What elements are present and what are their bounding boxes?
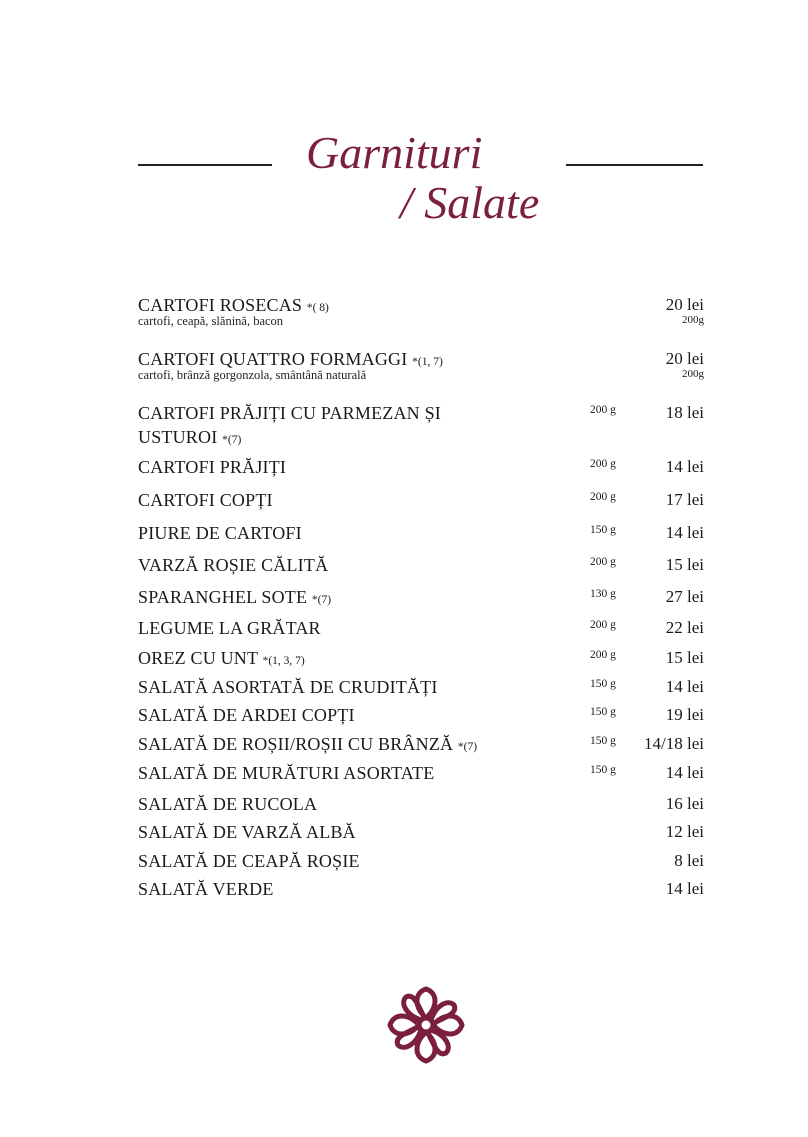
menu-item bbox=[138, 616, 704, 642]
item-weight: 150 g bbox=[590, 735, 616, 747]
menu-item bbox=[138, 401, 704, 451]
item-name: CARTOFI PRĂJIȚI CU PARMEZAN ȘI USTUROI *(7) bbox=[138, 403, 441, 447]
title-rule-left bbox=[138, 164, 272, 166]
menu-item bbox=[138, 293, 704, 335]
item-price: 14 lei bbox=[665, 523, 704, 542]
item-price: 14 lei bbox=[665, 879, 704, 898]
item-name: SALATĂ DE VARZĂ ALBĂ bbox=[138, 822, 356, 842]
flower-logo-icon bbox=[384, 983, 468, 1067]
item-name: SALATĂ ASORTATĂ DE CRUDITĂȚI bbox=[138, 677, 438, 697]
item-price: 20 lei bbox=[665, 349, 704, 368]
item-weight: 200 g bbox=[590, 458, 616, 470]
item-price: 14 lei bbox=[665, 763, 704, 782]
item-weight: 200g bbox=[682, 314, 704, 326]
item-name: CARTOFI COPȚI bbox=[138, 490, 273, 510]
item-allergen: *(7) bbox=[457, 741, 478, 753]
item-name: VARZĂ ROȘIE CĂLITĂ bbox=[138, 555, 329, 575]
menu-item bbox=[138, 585, 704, 611]
item-name: PIURE DE CARTOFI bbox=[138, 523, 302, 543]
item-name: OREZ CU UNT *(1, 3, 7) bbox=[138, 648, 305, 668]
item-allergen: *(1, 3, 7) bbox=[262, 655, 305, 667]
item-name: SALATĂ DE ARDEI COPȚI bbox=[138, 705, 355, 725]
item-name: CARTOFI QUATTRO FORMAGGI *(1, 7) bbox=[138, 349, 443, 369]
item-price: 15 lei bbox=[665, 555, 704, 574]
item-weight: 150 g bbox=[590, 764, 616, 776]
menu-item bbox=[138, 347, 704, 389]
item-price: 14/18 lei bbox=[644, 734, 704, 753]
item-description: cartofi, ceapă, slănină, bacon bbox=[138, 314, 284, 328]
item-allergen: *(7) bbox=[222, 434, 242, 446]
item-allergen: *(7) bbox=[311, 594, 332, 606]
item-name: SALATĂ DE MURĂTURI ASORTATE bbox=[138, 763, 435, 783]
item-name: SPARANGHEL SOTE *(7) bbox=[138, 587, 332, 607]
item-weight: 200 g bbox=[590, 491, 616, 503]
menu-item bbox=[138, 820, 704, 846]
item-price: 16 lei bbox=[665, 794, 704, 813]
item-name: CARTOFI ROSECAS *( 8) bbox=[138, 295, 329, 315]
item-name: LEGUME LA GRĂTAR bbox=[138, 618, 321, 638]
item-name: SALATĂ DE CEAPĂ ROȘIE bbox=[138, 851, 360, 871]
page-title-line2: / Salate bbox=[400, 177, 540, 228]
item-allergen: *( 8) bbox=[306, 302, 329, 314]
item-weight: 200 g bbox=[590, 556, 616, 568]
item-price: 12 lei bbox=[665, 822, 704, 841]
item-price: 20 lei bbox=[665, 295, 704, 314]
item-weight: 200 g bbox=[590, 649, 616, 661]
item-price: 27 lei bbox=[665, 587, 704, 606]
item-weight: 150 g bbox=[590, 706, 616, 718]
menu-item bbox=[138, 646, 704, 672]
item-weight: 130 g bbox=[590, 588, 616, 600]
menu-item bbox=[138, 703, 704, 729]
item-weight: 150 g bbox=[590, 678, 616, 690]
item-weight: 200g bbox=[682, 368, 704, 380]
menu-item bbox=[138, 521, 704, 547]
page-title-line1: Garnituri bbox=[306, 127, 483, 178]
menu-item bbox=[138, 553, 704, 579]
item-name: SALATĂ VERDE bbox=[138, 879, 274, 899]
menu-item bbox=[138, 675, 704, 701]
item-price: 17 lei bbox=[665, 490, 704, 509]
menu-item bbox=[138, 732, 704, 758]
item-price: 14 lei bbox=[665, 677, 704, 696]
item-weight: 150 g bbox=[590, 524, 616, 536]
menu-item bbox=[138, 877, 704, 903]
item-description: cartofi, brânză gorgonzola, smântână naturală bbox=[138, 368, 367, 382]
item-name: SALATĂ DE RUCOLA bbox=[138, 794, 318, 814]
item-price: 15 lei bbox=[665, 648, 704, 667]
item-price: 19 lei bbox=[665, 705, 704, 724]
menu-item bbox=[138, 488, 704, 514]
menu-item bbox=[138, 761, 704, 787]
menu-item bbox=[138, 849, 704, 875]
item-name: CARTOFI PRĂJIȚI bbox=[138, 457, 287, 477]
item-allergen: *(1, 7) bbox=[412, 356, 443, 368]
item-price: 8 lei bbox=[674, 851, 704, 870]
title-rule-right bbox=[566, 164, 703, 166]
item-price: 18 lei bbox=[665, 403, 704, 422]
item-weight: 200 g bbox=[590, 619, 616, 631]
item-price: 22 lei bbox=[665, 618, 704, 637]
item-weight: 200 g bbox=[590, 404, 616, 416]
item-name: SALATĂ DE ROȘII/ROȘII CU BRÂNZĂ *(7) bbox=[138, 734, 478, 754]
menu-item bbox=[138, 455, 704, 481]
item-price: 14 lei bbox=[665, 457, 704, 476]
menu-item bbox=[138, 792, 704, 818]
